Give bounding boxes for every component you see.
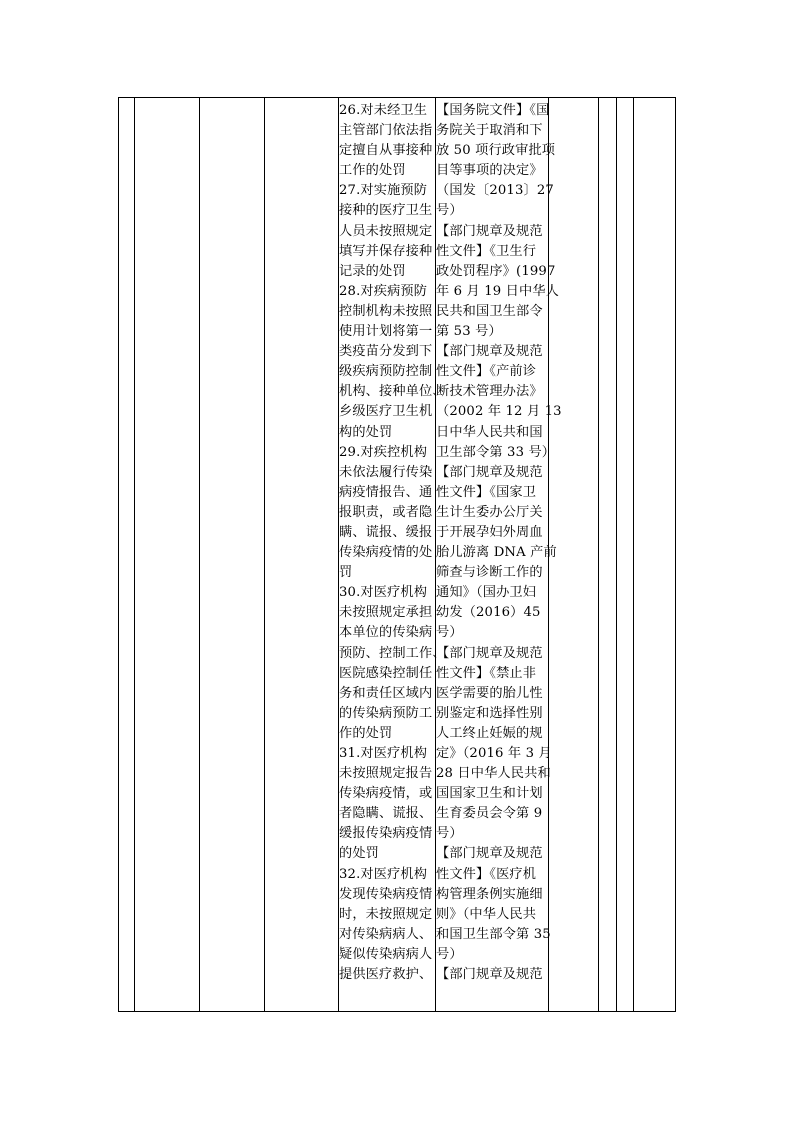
matter-text-line: 务和责任区域内: [339, 685, 433, 701]
matter-text-line: 工作的处罚: [339, 163, 406, 179]
basis-text-line: 【部门规章及规范: [436, 967, 543, 983]
basis-text-line: 务院关于取消和下: [436, 123, 543, 139]
basis-text-line: 构管理条例实施细: [436, 886, 543, 902]
matter-text-line: 瞒、谎报、缓报: [339, 524, 433, 540]
column-divider: [598, 98, 599, 1011]
matter-text-line: 接种的医疗卫生: [339, 203, 433, 219]
basis-text-line: 【国务院文件】《国: [436, 103, 550, 118]
matter-text-line: 机构、接种单位、: [339, 384, 446, 400]
basis-text-line: 【部门规章及规范: [436, 464, 543, 480]
basis-text-line: 和国卫生部令第 35: [436, 926, 551, 942]
basis-text-line: 日中华人民共和国: [436, 424, 543, 440]
matter-text-line: 乡级医疗卫生机: [339, 404, 433, 420]
basis-text-line: 号）: [436, 946, 463, 962]
basis-text-line: 民共和国卫生部令: [436, 303, 543, 319]
matter-text-line: 报职责，或者隐: [339, 504, 433, 520]
basis-text-line: 号）: [436, 203, 463, 219]
column-divider: [134, 98, 135, 1011]
matter-text-line: 疑似传染病病人: [339, 946, 433, 962]
basis-text-line: 【部门规章及规范: [436, 223, 543, 239]
basis-text-line: （国发〔2013〕27: [436, 183, 554, 199]
column-divider: [616, 98, 617, 1011]
penalty-matter-column: [339, 101, 446, 985]
basis-text-line: 生育委员会令第 9: [436, 806, 543, 822]
matter-text-line: 未按照规定承担: [339, 605, 433, 621]
matter-text-line: 27.对实施预防: [339, 183, 428, 199]
basis-text-line: （2002 年 12 月 13: [436, 404, 562, 420]
matter-text-line: 控制机构未按照: [339, 303, 433, 319]
basis-text-line: 定》（2016 年 3 月: [436, 746, 552, 761]
matter-text-line: 缓报传染病疫情: [339, 826, 433, 842]
matter-text-line: 31.对医疗机构: [339, 746, 428, 761]
basis-text-line: 别鉴定和选择性别: [436, 705, 543, 721]
matter-text-line: 未按照规定报告: [339, 766, 433, 782]
matter-text-line: 传染病疫情，或: [339, 786, 433, 802]
matter-text-line: 预防、控制工作、: [339, 645, 446, 661]
matter-text-line: 的传染病预防工: [339, 705, 433, 721]
basis-text-line: 第 53 号）: [436, 324, 502, 340]
matter-text-line: 记录的处罚: [339, 263, 406, 279]
matter-text-line: 填写并保存接种: [339, 243, 433, 259]
basis-text-line: 筛查与诊断工作的: [436, 565, 543, 581]
basis-text-line: 政处罚程序》(1997: [436, 263, 556, 279]
matter-text-line: 构的处罚: [339, 424, 393, 440]
matter-text-line: 时，未按照规定: [339, 906, 433, 922]
basis-text-line: 断技术管理办法》: [436, 384, 543, 400]
matter-text-line: 类疫苗分发到下: [339, 344, 433, 360]
basis-text-line: 胎儿游离 DNA 产前: [436, 545, 557, 561]
basis-text-line: 28 日中华人民共和: [436, 766, 551, 782]
matter-text-line: 病疫情报告、通: [339, 484, 433, 500]
matter-text-line: 主管部门依法指: [339, 123, 433, 139]
basis-text-line: 性文件】《医疗机: [436, 866, 537, 882]
legal-basis-column: [436, 101, 562, 985]
basis-text-line: 生计生委办公厅关: [436, 504, 543, 520]
matter-text-line: 本单位的传染病: [339, 625, 433, 641]
basis-text-line: 性文件】《卫生行: [436, 243, 537, 259]
matter-text-line: 使用计划将第一: [339, 324, 433, 340]
basis-text-line: 年 6 月 19 日中华人: [436, 283, 560, 299]
basis-text-line: 号）: [436, 625, 463, 641]
matter-text-line: 32.对医疗机构: [339, 866, 428, 882]
matter-text-line: 者隐瞒、谎报、: [339, 806, 433, 822]
matter-text-line: 提供医疗救护、: [339, 967, 433, 983]
basis-text-line: 于开展孕妇外周血: [436, 524, 543, 540]
matter-text-line: 罚: [339, 565, 353, 581]
matter-text-line: 的处罚: [339, 846, 380, 862]
matter-text-line: 传染病疫情的处: [339, 545, 433, 561]
basis-text-line: 卫生部令第 33 号）: [436, 444, 556, 460]
basis-text-line: 【部门规章及规范: [436, 645, 543, 661]
matter-text-line: 26.对未经卫生: [339, 103, 428, 118]
column-divider: [264, 98, 265, 1011]
basis-text-line: 性文件】《国家卫: [436, 484, 537, 500]
matter-text-line: 定擅自从事接种: [339, 143, 433, 159]
matter-text-line: 级疾病预防控制: [339, 364, 433, 380]
basis-text-line: 则》（中华人民共: [436, 906, 537, 922]
matter-text-line: 29.对疾控机构: [339, 444, 428, 460]
matter-text-line: 医院感染控制任: [339, 665, 433, 681]
basis-text-line: 性文件】《禁止非: [436, 665, 537, 681]
matter-text-line: 未依法履行传染: [339, 464, 433, 480]
basis-text-line: 人工终止妊娠的规: [436, 725, 543, 741]
column-divider: [633, 98, 634, 1011]
basis-text-line: 【部门规章及规范: [436, 846, 543, 862]
matter-text-line: 28.对疾病预防: [339, 283, 428, 299]
basis-text-line: 幼发（2016）45: [436, 605, 541, 621]
matter-text-line: 作的处罚: [339, 725, 393, 741]
basis-text-line: 医学需要的胎儿性: [436, 685, 543, 701]
matter-text-line: 人员未按照规定: [339, 223, 433, 239]
column-divider: [199, 98, 200, 1011]
basis-text-line: 放 50 项行政审批项: [436, 143, 556, 159]
matter-text-line: 发现传染病疫情: [339, 886, 433, 902]
basis-text-line: 【部门规章及规范: [436, 344, 543, 360]
basis-text-line: 号）: [436, 826, 463, 842]
basis-text-line: 性文件】《产前诊: [436, 364, 537, 380]
basis-text-line: 通知》（国办卫妇: [436, 585, 537, 601]
basis-text-line: 国国家卫生和计划: [436, 786, 543, 802]
document-table: [118, 97, 676, 1012]
matter-text-line: 30.对医疗机构: [339, 585, 428, 601]
matter-text-line: 对传染病病人、: [339, 926, 433, 942]
basis-text-line: 目等事项的决定》: [436, 163, 543, 179]
